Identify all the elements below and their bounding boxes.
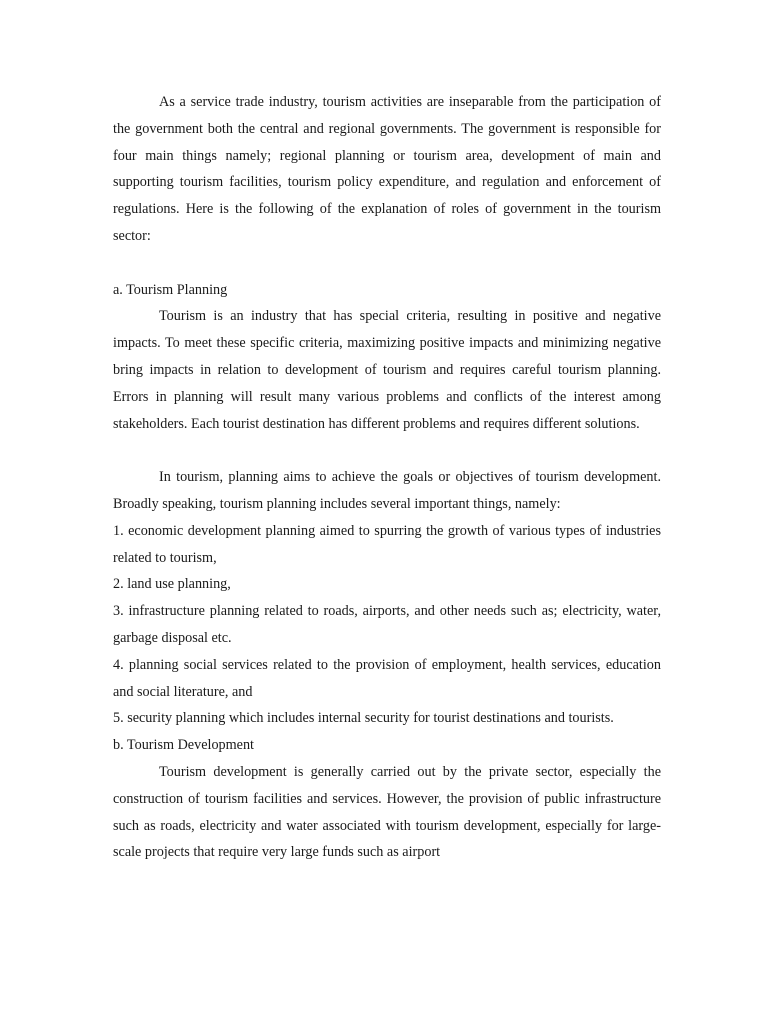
section-b-heading: b. Tourism Development <box>113 737 254 754</box>
section-a-paragraph-1: Tourism is an industry that has special criteria, resulting in positive and negative impacts. To meet these specific criteria, maximizing positive impacts and minimizing negative bring impacts in relation to development of tourism and requires careful tourism planning. Errors in planning will result many various problems and conflicts of the interest among stakeholders. Each tourist destination has different problems and requires different solutions. <box>113 308 661 432</box>
list-item-2: 2. land use planning, <box>113 576 231 593</box>
list-item-3: 3. infrastructure planning related to roads, airports, and other needs such as; electricity, water, garbage disposal etc. <box>113 603 661 646</box>
spacer <box>113 250 661 277</box>
section-a-paragraph-2: In tourism, planning aims to achieve the goals or objectives of tourism development. Broadly speaking, tourism planning includes several important things, namely: <box>113 469 661 512</box>
intro-paragraph: As a service trade industry, tourism activities are inseparable from the participation of the government both the central and regional governments. The government is responsible for four main things namely; regional planning or tourism area, development of main and supporting tourism facilities, tourism policy expenditure, and regulation and enforcement of regulations. Here is the following of the explanation of roles of government in the tourism sector: <box>113 94 661 244</box>
list-item-5: 5. security planning which includes internal security for tourist destinations and tourists. <box>113 710 614 727</box>
list-item-4: 4. planning social services related to the provision of employment, health services, education and social literature, and <box>113 656 661 700</box>
document-page <box>113 89 661 866</box>
section-b-paragraph-1: Tourism development is generally carried out by the private sector, especially the construction of tourism facilities and services. However, the provision of public infrastructure such as roads, electricity and water associated with tourism development, especially for large-scale projects that require very large funds such as airport <box>113 763 661 861</box>
spacer <box>113 437 661 464</box>
list-item-1: 1. economic development planning aimed to spurring the growth of various types of industries related to tourism, <box>113 522 661 566</box>
section-a-heading: a. Tourism Planning <box>113 281 228 298</box>
